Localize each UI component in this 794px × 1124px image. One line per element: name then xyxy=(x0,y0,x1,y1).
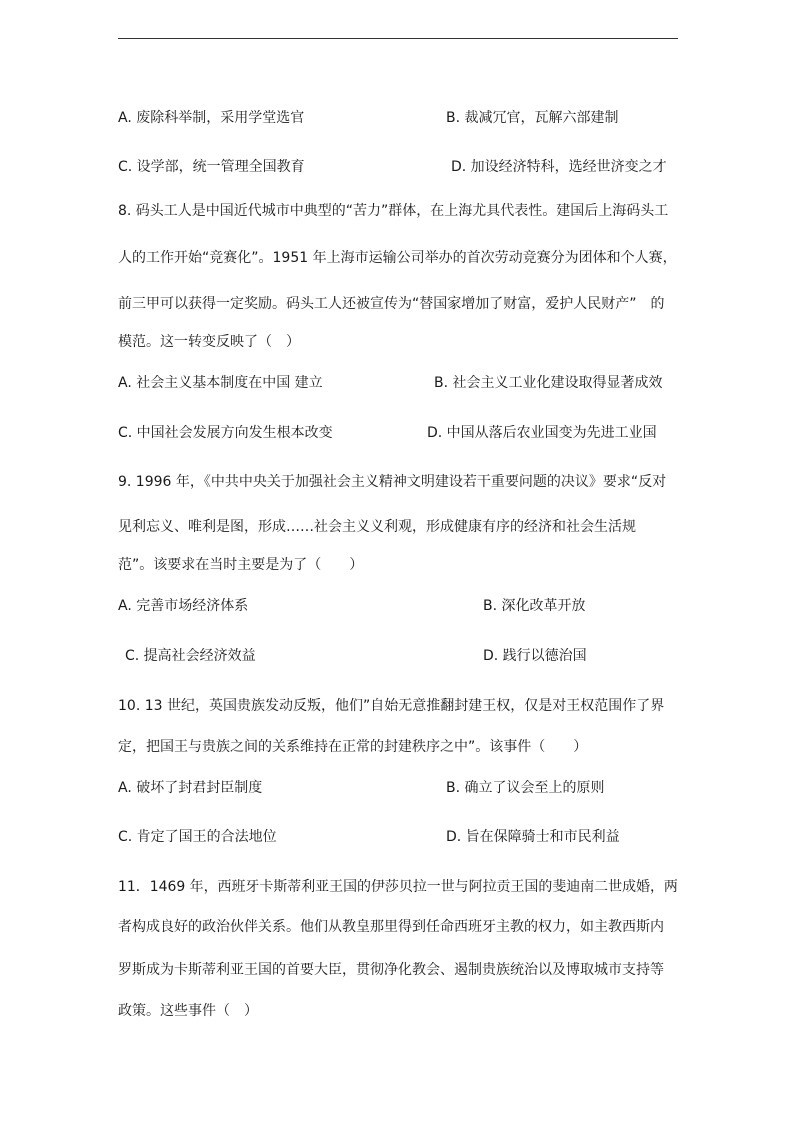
q10-option-d[interactable]: D. 旨在保障骑士和市民利益 xyxy=(446,829,620,845)
q11-stem-line-2: 者构成良好的政治伙伴关系。他们从教皇那里得到任命西班牙主教的权力，如主教西斯内 xyxy=(118,919,664,935)
q9-option-c[interactable]: C. 提高社会经济效益 xyxy=(125,648,256,664)
header-rule xyxy=(118,38,678,39)
q8-stem-line-2: 人的工作开始“竞赛化”。1951 年上海市运输公司举办的首次劳动竞赛分为团体和个人赛， xyxy=(118,250,677,266)
q8-stem-line-1: 8. 码头工人是中国近代城市中典型的“苦力”群体，在上海尤具代表性。建国后上海码头工 xyxy=(118,203,669,219)
q11-stem-line-4: 政策。这些事件（ ） xyxy=(118,1003,258,1019)
q8-stem-line-4: 模范。这一转变反映了（ ） xyxy=(118,334,300,350)
q8-option-c[interactable]: C. 中国社会发展方向发生根本改变 xyxy=(118,425,333,441)
q10-option-a[interactable]: A. 破坏了封君封臣制度 xyxy=(118,780,263,796)
q11-stem-line-3: 罗斯成为卡斯蒂利亚王国的首要大臣，贯彻净化教会、遏制贵族统治以及博取城市支持等 xyxy=(118,962,664,978)
q9-option-a[interactable]: A. 完善市场经济体系 xyxy=(118,598,249,614)
q9-stem-line-3: 范”。该要求在当时主要是为了（ ） xyxy=(118,557,364,573)
q9-option-d[interactable]: D. 践行以德治国 xyxy=(483,648,587,664)
q7-option-a[interactable]: A. 废除科举制，采用学堂选官 xyxy=(118,110,305,126)
q9-option-b[interactable]: B. 深化改革开放 xyxy=(483,598,586,614)
q10-option-b[interactable]: B. 确立了议会至上的原则 xyxy=(446,780,605,796)
q10-stem-line-1: 10. 13 世纪，英国贵族发动反叛，他们”自始无意推翻封建王权，仅是对王权范围作了界 xyxy=(118,698,665,714)
q8-option-b[interactable]: B. 社会主义工业化建设取得显著成效 xyxy=(434,375,663,391)
q8-option-a[interactable]: A. 社会主义基本制度在中国 建立 xyxy=(118,375,323,391)
q9-stem-line-1: 9. 1996 年，《中共中央关于加强社会主义精神文明建设若干重要问题的决议》要求“反对 xyxy=(118,474,667,490)
q10-stem-line-2: 定，把国王与贵族之间的关系维持在正常的封建秩序之中”。该事件（ ） xyxy=(118,739,588,755)
q9-stem-line-2: 见利忘义、唯利是图，形成……社会主义义利观，形成健康有序的经济和社会生活规 xyxy=(118,519,636,535)
q7-option-c[interactable]: C. 设学部，统一管理全国教育 xyxy=(118,159,305,175)
q10-option-c[interactable]: C. 肯定了国王的合法地位 xyxy=(118,829,277,845)
q8-stem-line-3: 前三甲可以获得一定奖励。码头工人还被宣传为“替国家增加了财富，爱护人民财产” 的 xyxy=(118,296,665,312)
q8-option-d[interactable]: D. 中国从落后农业国变为先进工业国 xyxy=(427,425,657,441)
q11-stem-line-1: 11．1469 年，西班牙卡斯蒂利亚王国的伊莎贝拉一世与阿拉贡王国的斐迪南二世成婚，两 xyxy=(118,879,678,895)
q7-option-b[interactable]: B. 裁减冗官，瓦解六部建制 xyxy=(446,110,619,126)
q7-option-d[interactable]: D. 加设经济特科，选经世济变之才 xyxy=(451,159,667,175)
